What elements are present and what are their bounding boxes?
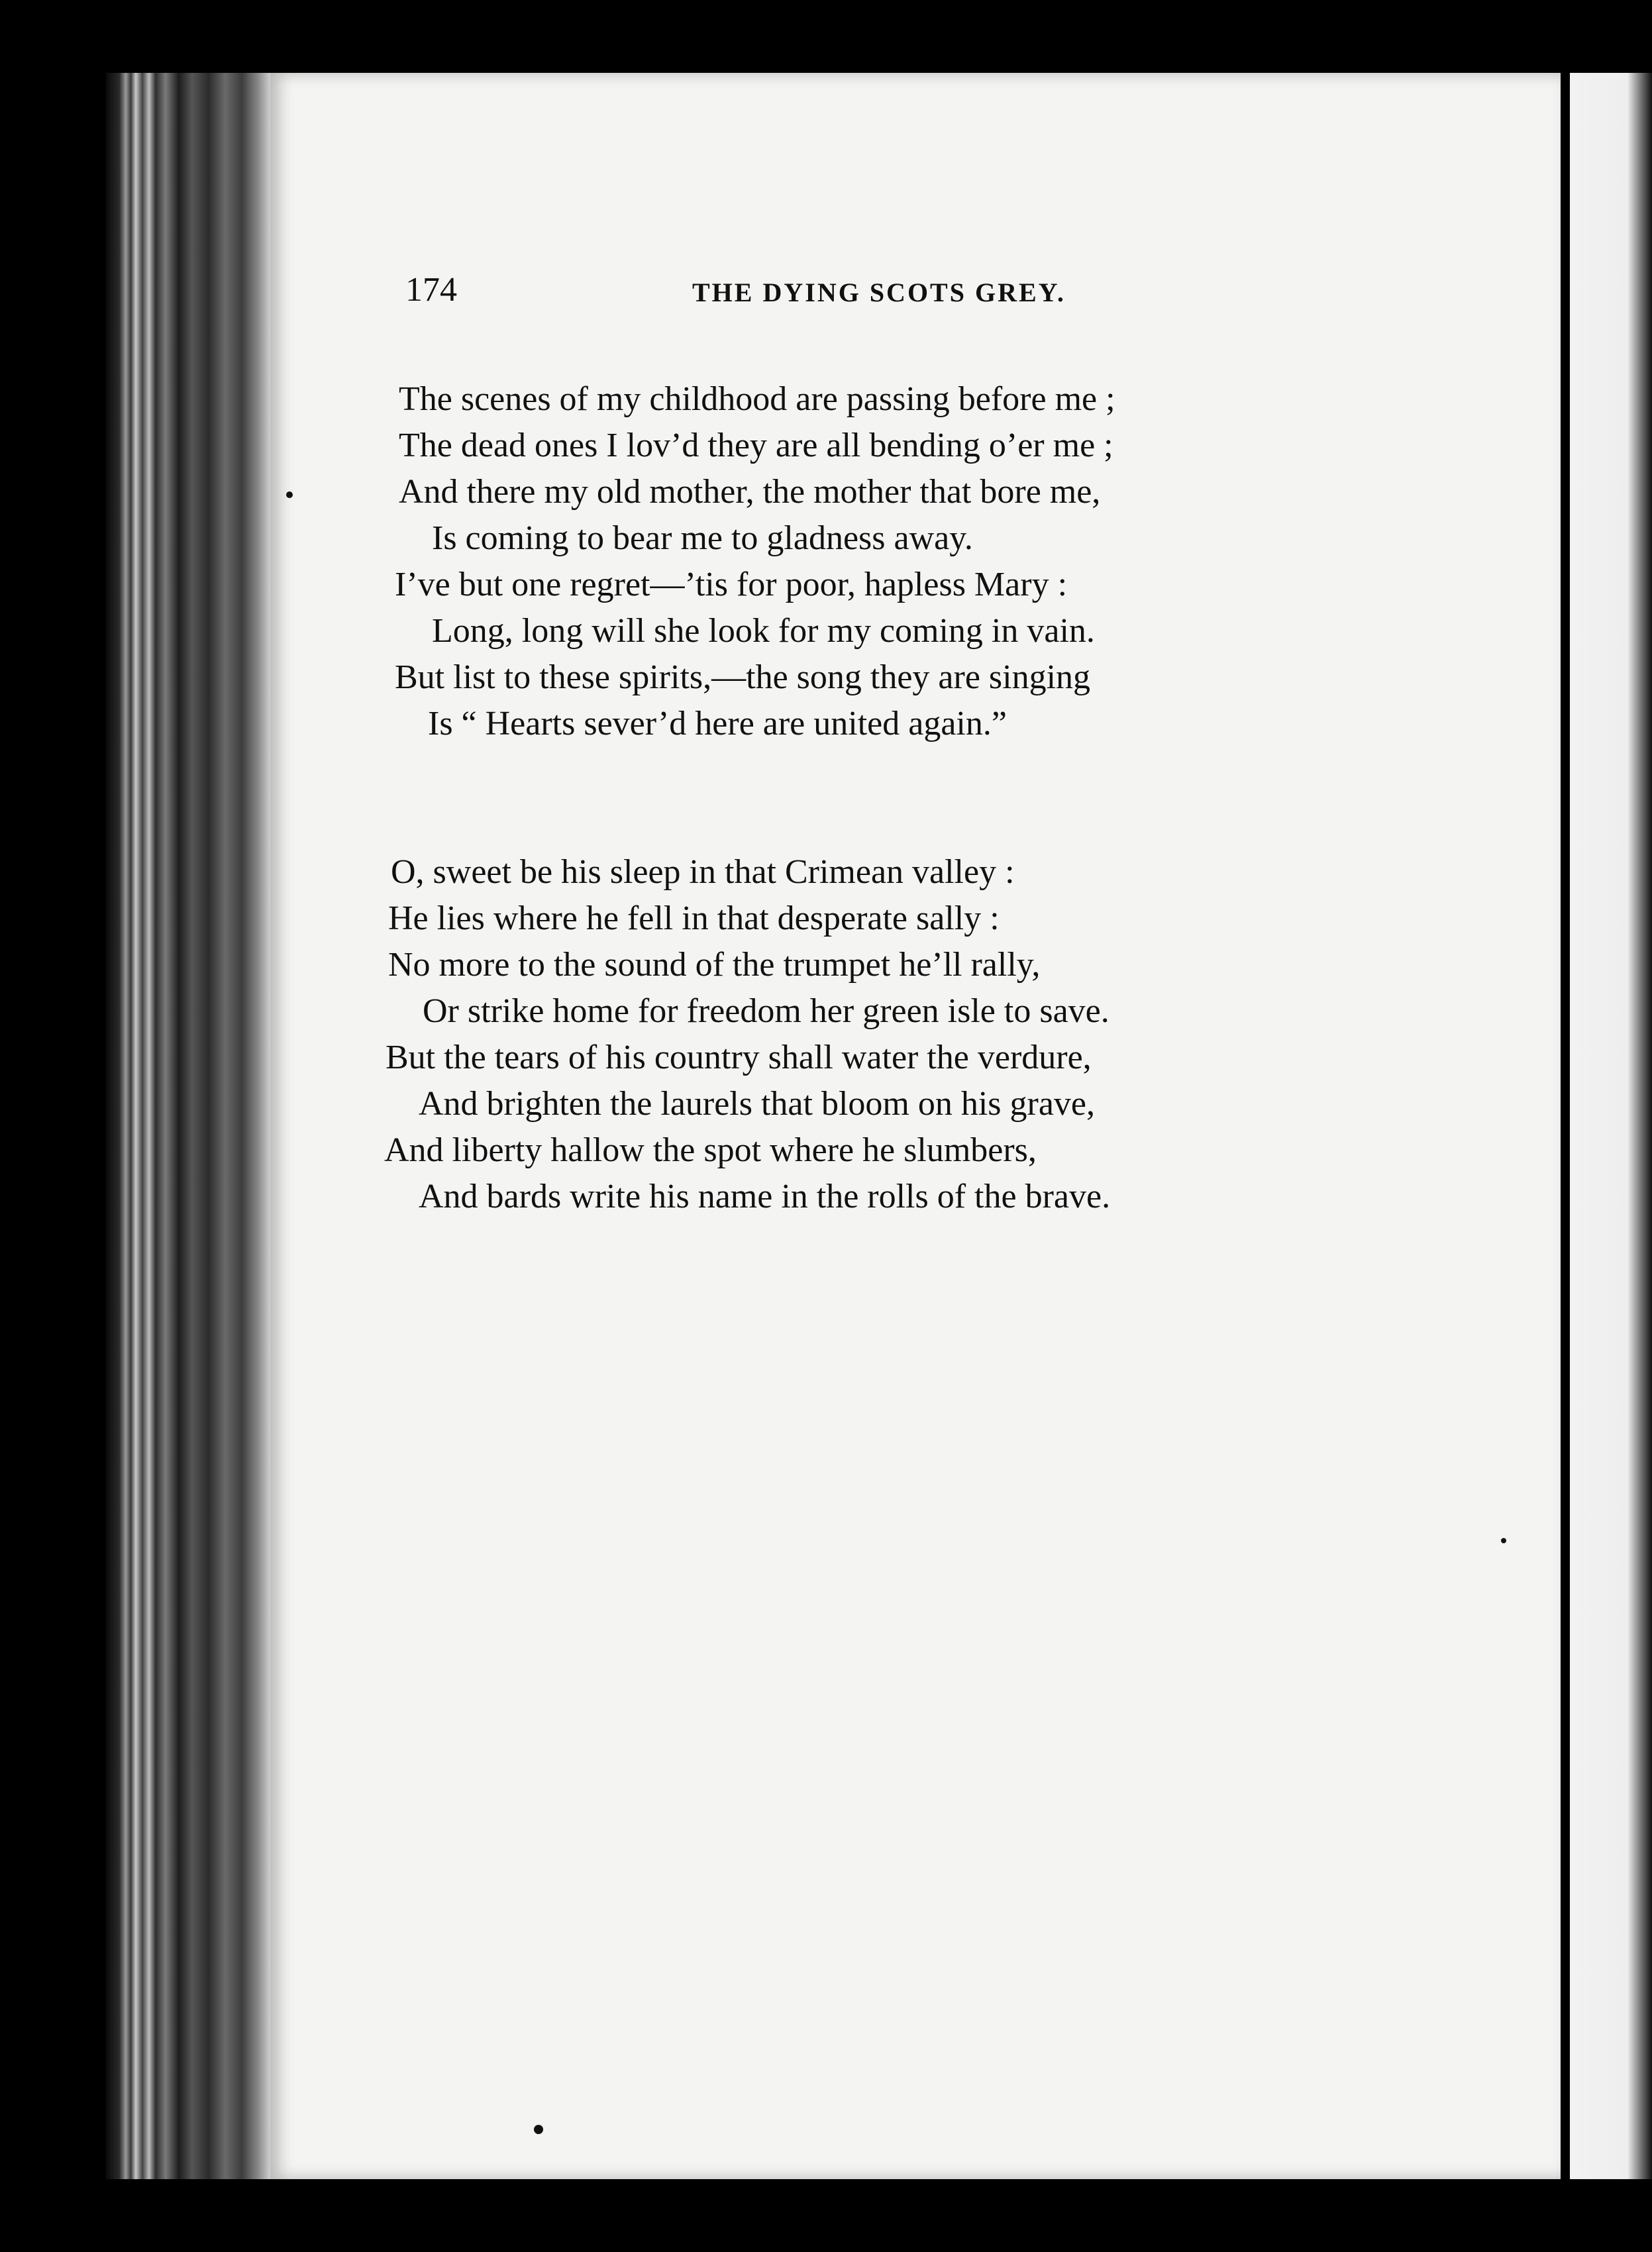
verse-line: Is “ Hearts sever’d here are united again.” xyxy=(428,705,1007,742)
verse-line: I’ve but one regret—’tis for poor, hapless Mary : xyxy=(395,566,1068,603)
verse-line: But list to these spirits,—the song they are singing xyxy=(395,658,1091,696)
ink-speck xyxy=(534,2125,543,2134)
verse-line: But the tears of his country shall water the verdure, xyxy=(386,1039,1092,1076)
book-gutter xyxy=(106,73,272,2179)
verse-line: And brighten the laurels that bloom on his grave, xyxy=(419,1085,1096,1123)
verse-line: Long, long will she look for my coming in vain. xyxy=(432,612,1095,650)
ink-speck xyxy=(286,491,293,498)
ink-speck xyxy=(1501,1538,1506,1543)
verse-line: And there my old mother, the mother that bore me, xyxy=(399,473,1101,511)
page-number: 174 xyxy=(405,271,457,309)
facing-page-edge xyxy=(1570,73,1652,2179)
running-title: THE DYING SCOTS GREY. xyxy=(692,278,1066,307)
verse-line: Or strike home for freedom her green isle to save. xyxy=(423,992,1110,1030)
verse-line: The scenes of my childhood are passing before me ; xyxy=(399,380,1115,418)
verse-line: He lies where he fell in that desperate sally : xyxy=(388,899,1000,937)
verse-line: And bards write his name in the rolls of the brave. xyxy=(419,1178,1111,1215)
verse-line: And liberty hallow the spot where he slumbers, xyxy=(384,1131,1037,1169)
verse-line: O, sweet be his sleep in that Crimean valley : xyxy=(391,853,1015,891)
verse-line: Is coming to bear me to gladness away. xyxy=(432,519,973,557)
verse-line: No more to the sound of the trumpet he’ll rally, xyxy=(388,946,1041,984)
verse-line: The dead ones I lov’d they are all bending o’er me ; xyxy=(399,427,1113,464)
